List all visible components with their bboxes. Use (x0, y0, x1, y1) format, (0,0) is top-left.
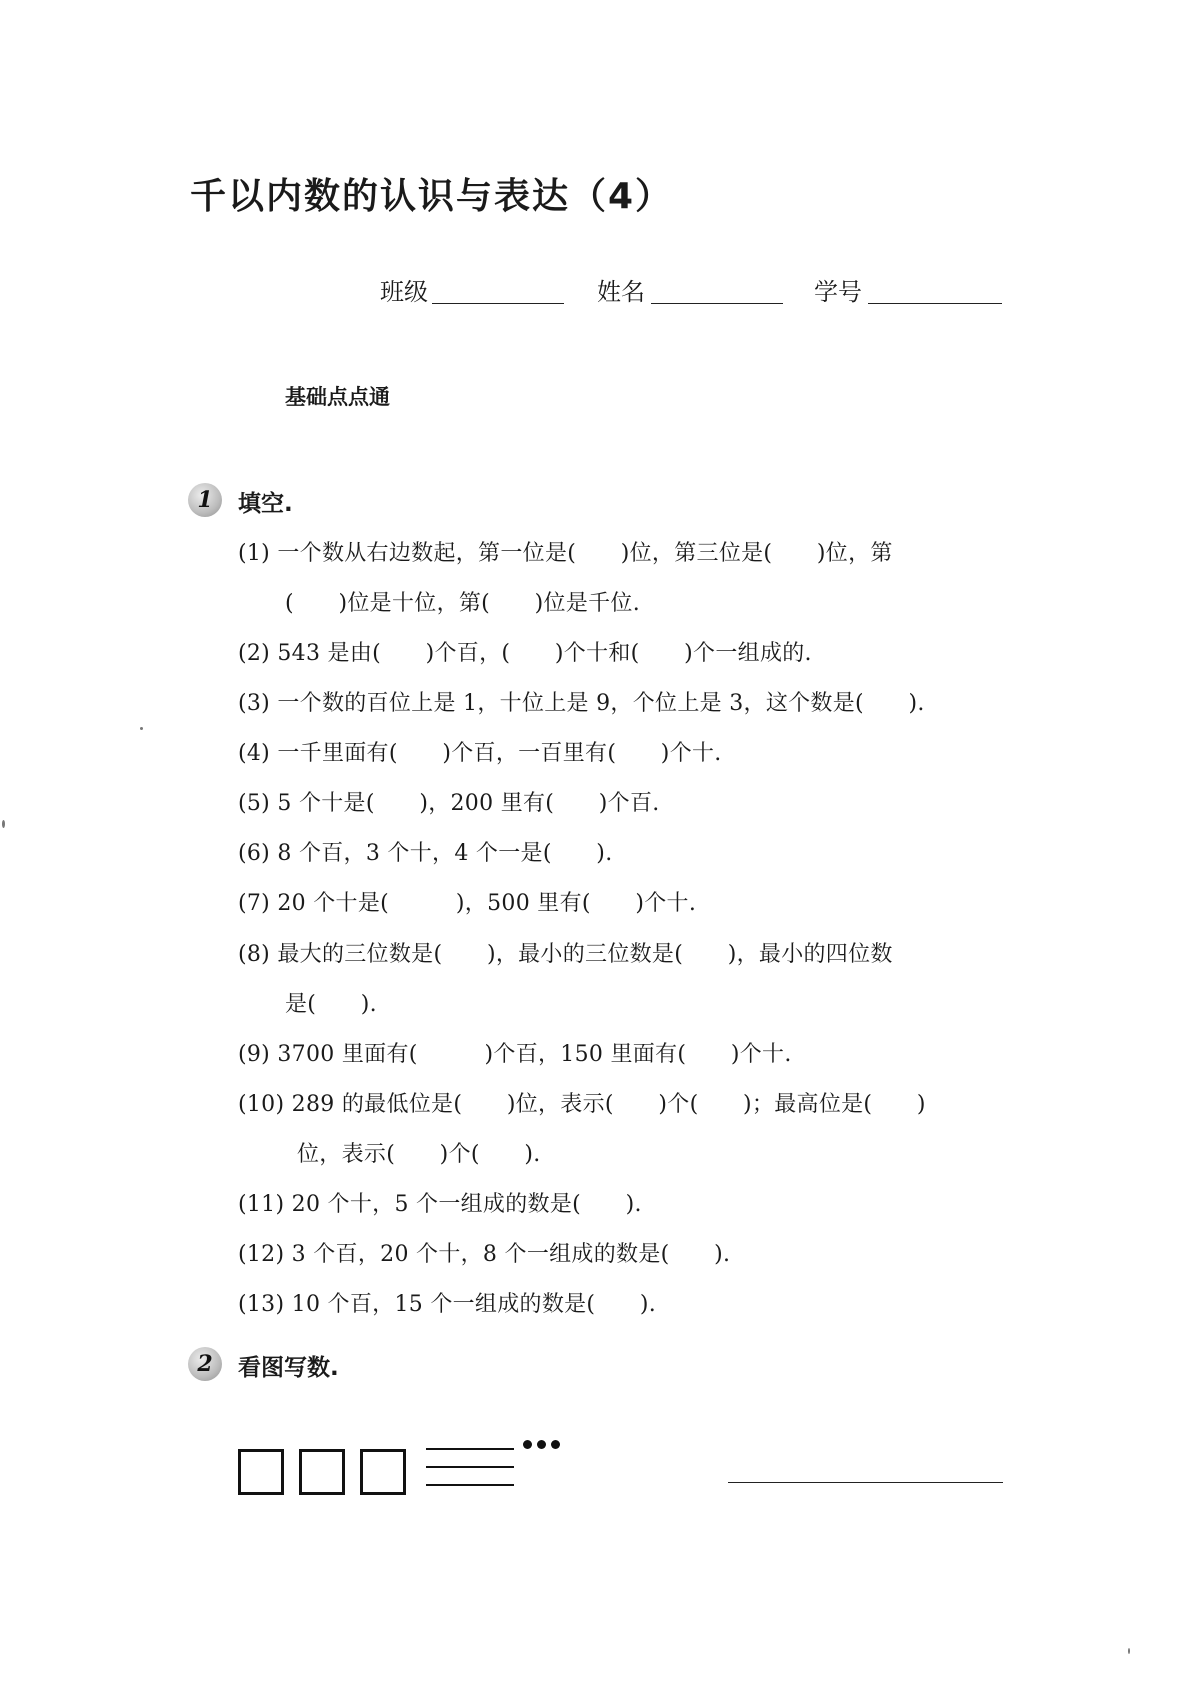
question-1-item: (13) 10 个百，15 个一组成的数是( ). (238, 1292, 657, 1317)
ones-dots (523, 1440, 567, 1452)
name-label: 姓名 (597, 278, 645, 306)
one-dot (537, 1440, 546, 1449)
question-1-item: (2) 543 是由( )个百，( )个十和( )个一组成的. (238, 641, 812, 666)
question-1-number-badge: 1 (188, 483, 222, 517)
scan-speck (2, 820, 5, 828)
one-dot (523, 1440, 532, 1449)
question-1-item: (11) 20 个十，5 个一组成的数是( ). (238, 1192, 642, 1217)
question-1-title: 填空. (238, 491, 293, 517)
ten-stick (426, 1466, 514, 1468)
answer-line[interactable] (728, 1482, 1003, 1483)
question-1-item: (3) 一个数的百位上是 1，十位上是 9，个位上是 3，这个数是( ). (238, 691, 925, 716)
question-2-title: 看图写数. (238, 1355, 339, 1381)
question-1-item: (8) 最大的三位数是( )，最小的三位数是( )，最小的四位数 (238, 942, 893, 967)
class-label: 班级 (380, 278, 428, 306)
hundred-square (360, 1449, 406, 1495)
hundred-square (299, 1449, 345, 1495)
question-1-item: (6) 8 个百，3 个十，4 个一是( ). (238, 841, 613, 866)
ten-stick (426, 1448, 514, 1450)
question-1-item-continuation: ( )位是十位，第( )位是千位. (285, 591, 641, 616)
question-1-item: (7) 20 个十是( )，500 里有( )个十. (238, 891, 697, 916)
class-field[interactable] (432, 303, 564, 304)
question-1-item: (4) 一千里面有( )个百，一百里有( )个十. (238, 741, 722, 766)
question-2-number-badge: 2 (188, 1347, 222, 1381)
name-field[interactable] (651, 303, 783, 304)
student-id-field[interactable] (868, 303, 1002, 304)
hundred-square (238, 1449, 284, 1495)
question-1-item-continuation: 位，表示( )个( ). (297, 1142, 541, 1167)
ten-stick (426, 1484, 514, 1486)
place-value-figure (238, 1449, 598, 1495)
student-id-label: 学号 (814, 278, 862, 306)
question-1-item: (1) 一个数从右边数起，第一位是( )位，第三位是( )位，第 (238, 541, 893, 566)
scan-speck (140, 727, 143, 730)
one-dot (551, 1440, 560, 1449)
question-1-item: (5) 5 个十是( )，200 里有( )个百. (238, 791, 660, 816)
question-1-item: (10) 289 的最低位是( )位，表示( )个( )；最高位是( ) (238, 1092, 926, 1117)
question-1-item: (9) 3700 里面有( )个百，150 里面有( )个十. (238, 1042, 792, 1067)
section-title: 基础点点通 (285, 385, 390, 409)
question-1-item: (12) 3 个百，20 个十，8 个一组成的数是( ). (238, 1242, 731, 1267)
page-title: 千以内数的认识与表达（4） (190, 176, 674, 217)
question-1-item-continuation: 是( ). (285, 992, 377, 1017)
scan-speck (1128, 1648, 1130, 1654)
